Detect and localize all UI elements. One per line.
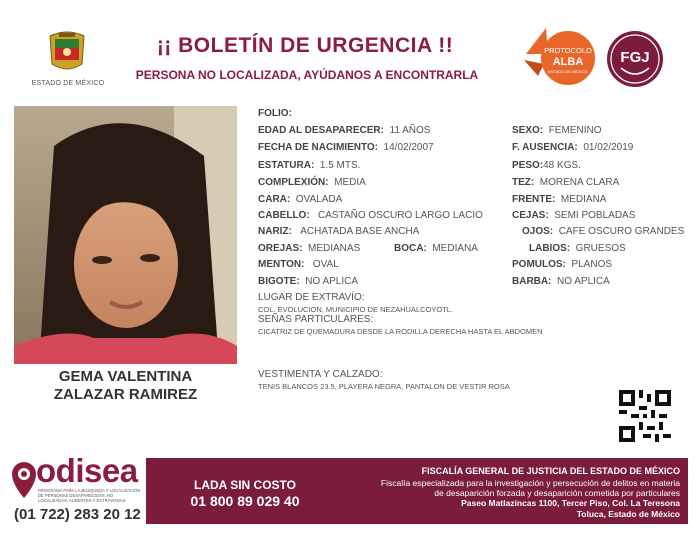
fiscalia-title: FISCALÍA GENERAL DE JUSTICIA DEL ESTADO DE MÉXICO [421,466,680,476]
odisea-brand: odisea [36,452,138,489]
page-title: ¡¡ BOLETÍN DE URGENCIA !! [156,34,454,57]
field-cabello: CABELLO: CASTAÑO OSCURO LARGO LACIO [258,210,483,221]
protocolo-alba-logo [524,24,598,88]
alba-line3: ESTADO DE MÉXICO [548,69,588,74]
field-vestimenta-label: VESTIMENTA Y CALZADO: [258,369,383,380]
alba-line1: PROTOCOLO [544,46,592,55]
field-peso: PESO:48 KGS. [512,160,581,171]
field-labios: LABIOS: GRUESOS [529,243,626,254]
lada-label: LADA SIN COSTO [193,478,296,492]
field-orejas: OREJAS: MEDIANAS [258,243,361,254]
page-subtitle: PERSONA NO LOCALIZADA, AYÚDANOS A ENCONTRARLA [135,68,479,82]
fiscalia-desc-line2: de desaparición forzada y desaparición cometida por particulares [434,488,680,498]
field-senas-label: SEÑAS PARTICULARES: [258,314,374,325]
field-menton: MENTON: OVAL [258,259,339,270]
missing-person-photo [14,106,237,364]
field-senas-value: CICATRIZ DE QUEMADURA DESDE LA RODILLA DERECHA HASTA EL ABDOMEN [258,327,543,336]
lada-phone[interactable]: 01 800 89 029 40 [190,493,300,509]
field-folio: FOLIO: [258,108,292,119]
field-sexo: SEXO: FEMENINO [512,125,602,136]
person-name-line2: ZALAZAR RAMIREZ [53,386,198,403]
fgj-label: FGJ [620,49,650,66]
field-nacimiento: FECHA DE NACIMIENTO: 14/02/2007 [258,142,434,153]
fiscalia-address-line2: Toluca, Estado de México [576,509,680,519]
field-lugar-value: COL. EVOLUCION, MUNICIPIO DE NEZAHUALCOYOTL. [258,305,454,314]
odisea-subtitle: PROGRAMA PARA LA BÚSQUEDA Y LOCALIZACIÓN DE PERSONAS DESAPARECIDAS, NO LOCALIZADAS, AUSENTES Y EXTRAVIADAS [38,488,141,503]
field-ojos: OJOS: CAFE OSCURO GRANDES [522,226,685,237]
field-bigote: BIGOTE: NO APLICA [258,276,359,287]
field-complexion: COMPLEXIÓN: MEDIA [258,177,366,188]
field-tez: TEZ: MORENA CLARA [512,177,620,188]
person-name-line1: GEMA VALENTINA [58,368,193,385]
field-edad: EDAD AL DESAPARECER: 11 AÑOS [258,125,431,136]
odisea-pin-icon [10,460,38,500]
field-barba: BARBA: NO APLICA [512,276,610,287]
field-estatura: ESTATURA: 1.5 MTS. [258,160,361,171]
field-ausencia: F. AUSENCIA: 01/02/2019 [512,142,634,153]
fiscalia-desc-line1: Fiscalía especializada para la investigación y persecución de delitos en materia [380,478,680,488]
field-cara: CARA: OVALADA [258,194,343,205]
estado-de-mexico-logo [44,30,90,74]
field-boca: BOCA: MEDIANA [394,243,478,254]
field-vestimenta-value: TENIS BLANCOS 23.5, PLAYERA NEGRA, PANTALON DE VESTIR ROSA [258,382,510,391]
alba-line2: ALBA [552,56,584,68]
field-nariz: NARIZ: ACHATADA BASE ANCHA [258,226,420,237]
fiscalia-description [330,478,680,498]
fgj-logo [606,30,664,88]
field-pomulos: POMULOS: PLANOS [512,259,613,270]
field-cejas: CEJAS: SEMI POBLADAS [512,210,636,221]
qr-code[interactable] [619,390,671,442]
odisea-phone[interactable]: (01 722) 283 20 12 [14,506,141,523]
fiscalia-address-line1: Paseo Matlazincas 1100, Tercer Piso, Col. La Teresona [461,498,680,508]
field-lugar-label: LUGAR DE EXTRAVÍO: [258,292,365,303]
field-frente: FRENTE: MEDIANA [512,194,607,205]
state-label: ESTADO DE MÉXICO [31,80,105,87]
